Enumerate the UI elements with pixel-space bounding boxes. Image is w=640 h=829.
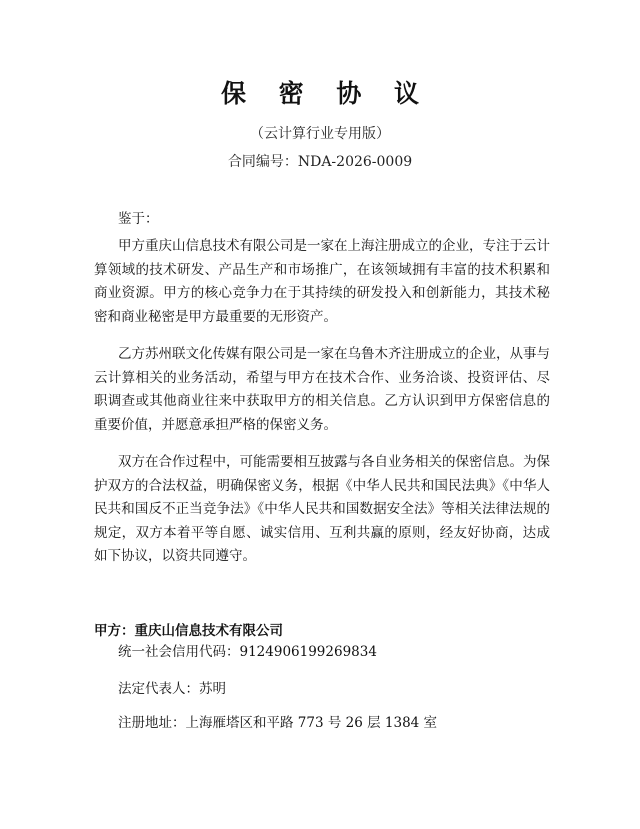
paragraph-party-a-intro: 甲方重庆山信息技术有限公司是一家在上海注册成立的企业，专注于云计算领域的技术研发、产品生产和市场推广，在该领域拥有丰富的技术积累和商业资源。甲方的核心竞争力在于其持续的研发投入和创新能力，其技术秘密和商业秘密是甲方最重要的无形资产。 [94, 238, 550, 325]
whereas-lead: 鉴于： [118, 211, 159, 227]
party-a-representative: 法定代表人：苏明 [118, 681, 226, 697]
party-a-credit-code: 统一社会信用代码：9124906199269834 [118, 644, 377, 660]
document-subtitle: （云计算行业专用版） [250, 126, 390, 142]
contract-number: 合同编号：NDA-2026-0009 [227, 154, 413, 170]
party-a-heading: 甲方：重庆山信息技术有限公司 [94, 623, 283, 639]
party-a-address: 注册地址：上海雁塔区和平路 773 号 26 层 1384 室 [118, 715, 438, 731]
paragraph-agreement-purpose: 双方在合作过程中，可能需要相互披露与各自业务相关的保密信息。为保护双方的合法权益，明确保密义务，根据《中华人民共和国民法典》《中华人民共和国反不正当竞争法》《中华人民共和国数据安全法》等相关法律法规的规定，双方本着平等自愿、诚实信用、互利共赢的原则，经友好协商，达成如下协议，以资共同遵守。 [94, 454, 550, 564]
paragraph-party-b-intro: 乙方苏州联文化传媒有限公司是一家在乌鲁木齐注册成立的企业，从事与云计算相关的业务活动，希望与甲方在技术合作、业务洽谈、投资评估、尽职调查或其他商业往来中获取甲方的相关信息。乙方认识到甲方保密信息的重要价值，并愿意承担严格的保密义务。 [94, 346, 550, 433]
document-title: 保 密 协 议 [220, 79, 432, 108]
